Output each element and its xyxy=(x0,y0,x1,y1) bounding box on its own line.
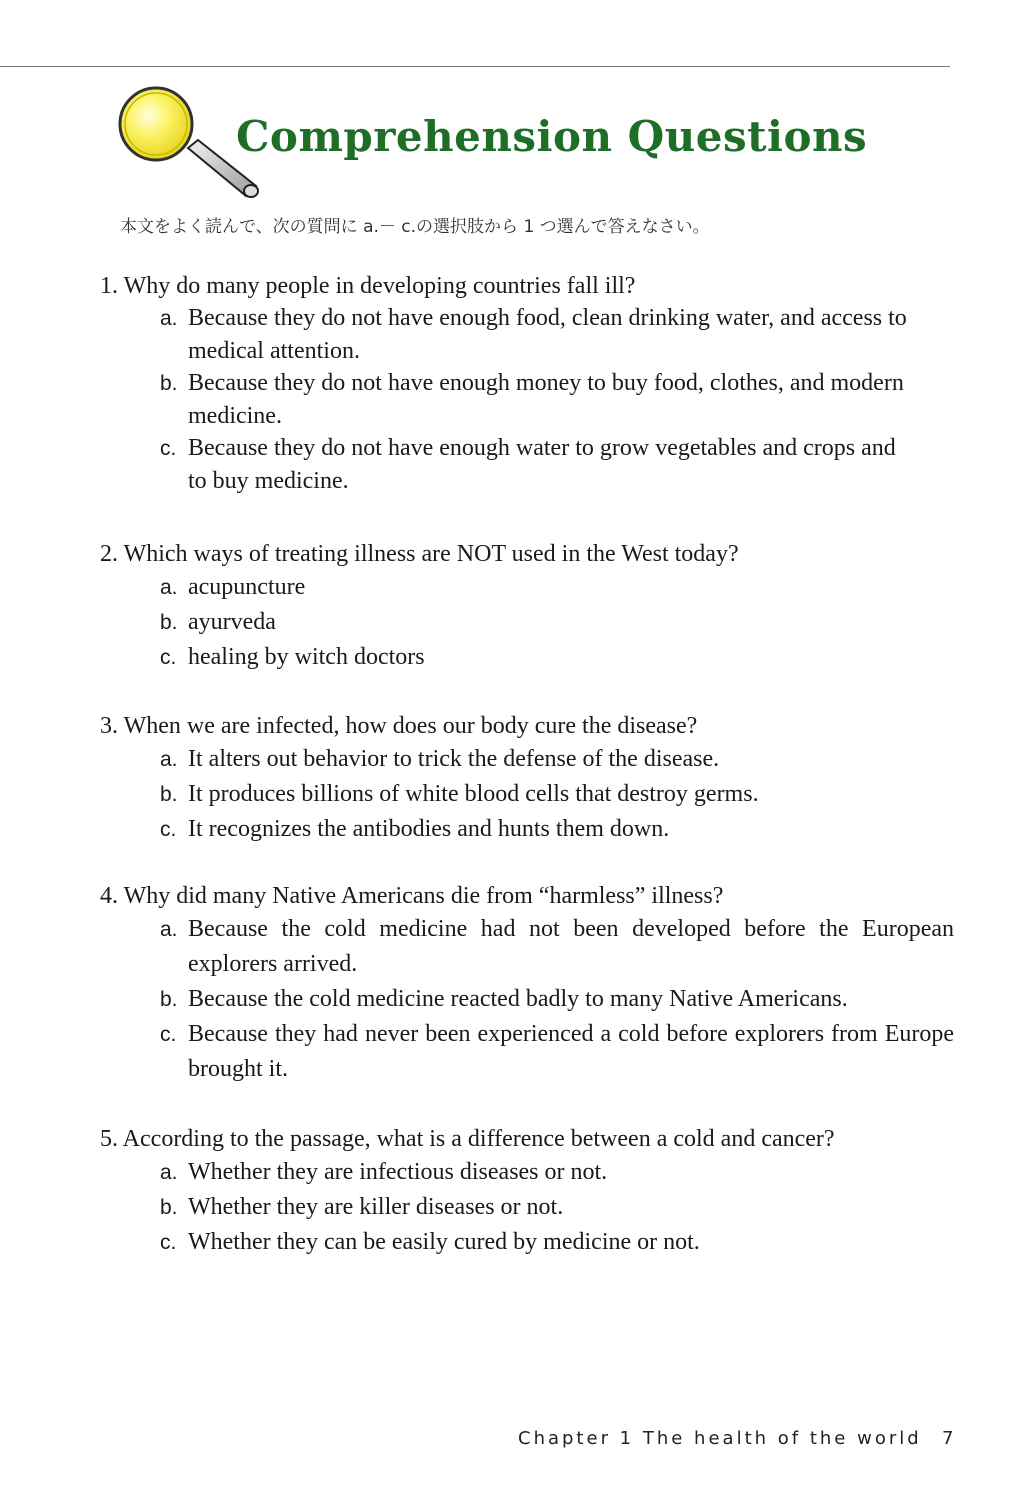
option-text: Because the cold medicine reacted badly to many Native Americans. xyxy=(188,986,848,1012)
option-letter: b. xyxy=(160,988,178,1011)
option-c xyxy=(160,1017,954,1087)
option-letter: c. xyxy=(160,646,177,669)
option-c xyxy=(160,640,920,675)
option-letter: a. xyxy=(160,1161,178,1184)
instruction-text: 本文をよく読んで、次の質問に a.－ c.の選択肢から 1 つ選んで答えなさい。 xyxy=(120,217,710,237)
question-stem: 1. Why do many people in developing countries fall ill? xyxy=(100,273,636,299)
option-b xyxy=(160,367,920,432)
page-title: Comprehension Questions xyxy=(236,112,868,161)
question-3 xyxy=(100,710,920,847)
option-a xyxy=(160,570,920,605)
option-text: Because they had never been experienced a cold before explorers from Europe brought it. xyxy=(188,1021,954,1082)
option-letter: b. xyxy=(160,1196,178,1219)
top-rule xyxy=(0,66,950,67)
option-letter: a. xyxy=(160,307,178,330)
option-text: Because they do not have enough water to grow vegetables and crops and to buy medicine. xyxy=(188,435,896,494)
question-1 xyxy=(100,270,920,497)
option-text: It recognizes the antibodies and hunts them down. xyxy=(188,816,670,842)
question-2 xyxy=(100,538,920,675)
question-stem: 2. Which ways of treating illness are NOT used in the West today? xyxy=(100,541,739,567)
option-letter: b. xyxy=(160,783,178,806)
option-letter: a. xyxy=(160,918,178,941)
option-letter: c. xyxy=(160,437,177,460)
option-a xyxy=(160,912,954,982)
option-b xyxy=(160,982,954,1017)
option-b xyxy=(160,605,920,640)
option-letter: c. xyxy=(160,1023,177,1046)
option-text: Whether they can be easily cured by medicine or not. xyxy=(188,1229,700,1255)
question-4 xyxy=(100,880,954,1087)
option-text: ayurveda xyxy=(188,609,276,635)
option-text: Because they do not have enough money to buy food, clothes, and modern medicine. xyxy=(188,370,904,429)
option-text: acupuncture xyxy=(188,574,306,600)
option-b xyxy=(160,777,920,812)
option-letter: b. xyxy=(160,372,178,395)
question-stem: 4. Why did many Native Americans die from “harmless” illness? xyxy=(100,883,724,909)
option-text: Because they do not have enough food, clean drinking water, and access to medical attention. xyxy=(188,305,907,364)
option-letter: a. xyxy=(160,748,178,771)
option-c xyxy=(160,812,920,847)
option-text: Because the cold medicine had not been developed before the European explorers arrived. xyxy=(188,916,954,977)
option-a xyxy=(160,302,920,367)
page-number: 7 xyxy=(942,1428,954,1449)
option-text: It produces billions of white blood cells that destroy germs. xyxy=(188,781,759,807)
option-a xyxy=(160,1155,920,1190)
option-letter: c. xyxy=(160,1231,177,1254)
option-letter: b. xyxy=(160,611,178,634)
option-text: It alters out behavior to trick the defense of the disease. xyxy=(188,746,720,772)
option-c xyxy=(160,1225,920,1260)
option-letter: c. xyxy=(160,818,177,841)
chapter-title: Chapter 1 The health of the world xyxy=(518,1428,922,1449)
header xyxy=(116,86,916,206)
page-footer xyxy=(518,1428,958,1449)
option-text: healing by witch doctors xyxy=(188,644,425,670)
option-a xyxy=(160,742,920,777)
question-5 xyxy=(100,1123,920,1260)
option-letter: a. xyxy=(160,576,178,599)
option-b xyxy=(160,1190,920,1225)
option-text: Whether they are infectious diseases or not. xyxy=(188,1159,608,1185)
option-text: Whether they are killer diseases or not. xyxy=(188,1194,564,1220)
question-stem: 3. When we are infected, how does our body cure the disease? xyxy=(100,713,698,739)
option-c xyxy=(160,432,920,497)
question-stem: 5. According to the passage, what is a difference between a cold and cancer? xyxy=(100,1126,835,1152)
